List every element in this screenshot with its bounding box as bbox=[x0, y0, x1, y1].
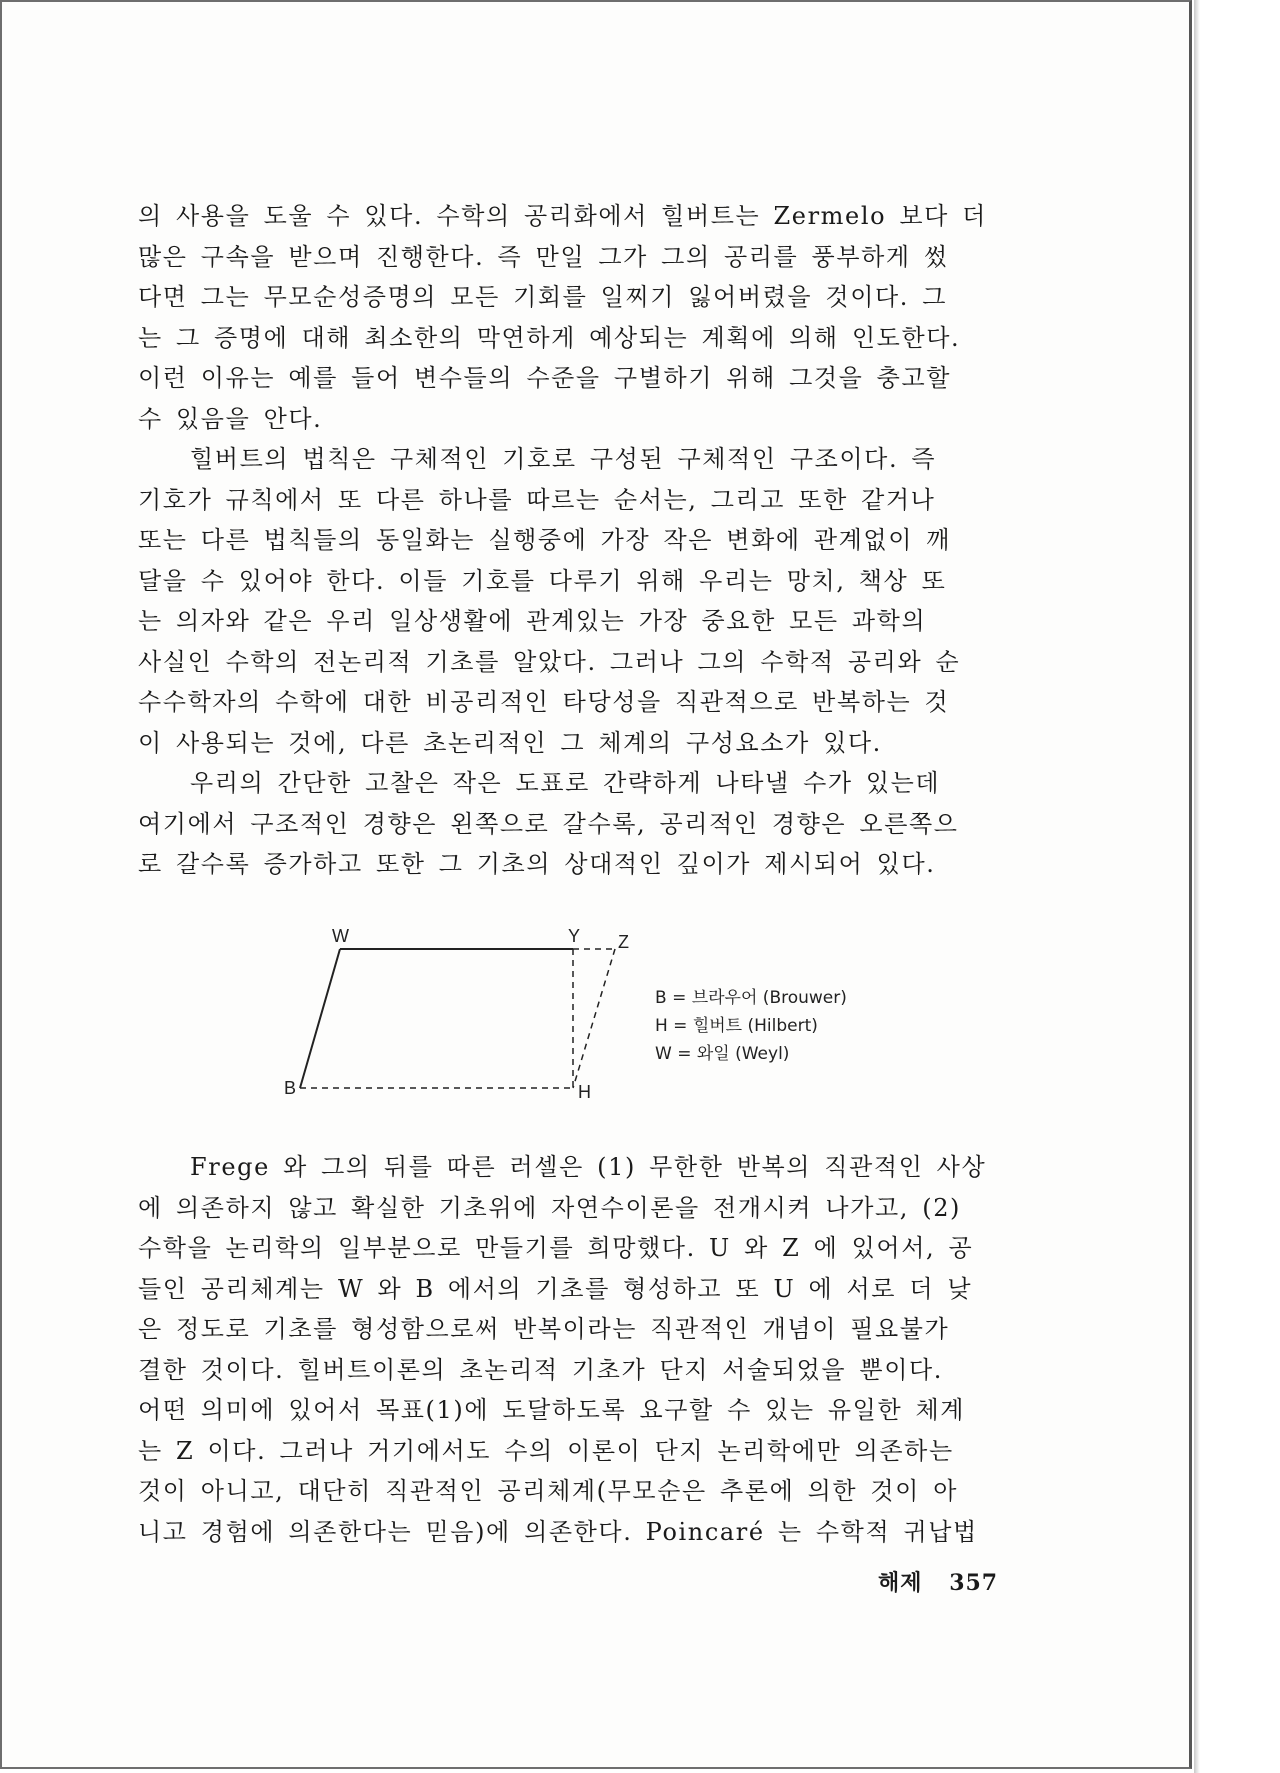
legend-item-brouwer: B = 브라우어 (Brouwer) bbox=[655, 988, 847, 1008]
paragraph-3 bbox=[138, 763, 1014, 885]
text-line: 기호가 규칙에서 또 다른 하나를 따르는 순서는, 그리고 또한 같거나 bbox=[138, 485, 936, 514]
text-line: 이런 이유는 예를 들어 변수들의 수준을 구별하기 위해 그것을 충고할 bbox=[138, 364, 952, 392]
text-line: 는 그 증명에 대해 최소한의 막연하게 예상되는 계획에 의해 인도한다. bbox=[138, 323, 961, 352]
text-line: 달을 수 있어야 한다. 이들 기호를 다루기 위해 우리는 망치, 책상 또 bbox=[138, 566, 947, 595]
legend-item-weyl: W = 와일 (Weyl) bbox=[655, 1044, 790, 1064]
label-z: Z bbox=[618, 932, 629, 952]
text-line: 들인 공리체계는 W 와 B 에서의 기초를 형성하고 또 U 에 서로 더 낮 bbox=[138, 1274, 973, 1303]
label-h: H bbox=[578, 1082, 591, 1102]
label-y: Y bbox=[568, 926, 581, 946]
text-line: 는 Z 이다. 그러나 거기에서도 수의 이론이 단지 논리학에만 의존하는 bbox=[138, 1436, 954, 1465]
page-number: 357 bbox=[949, 1570, 999, 1596]
text-line: 우리의 간단한 고찰은 작은 도표로 간략하게 나타낼 수가 있는데 bbox=[190, 769, 941, 797]
text-line: 에 의존하지 않고 확실한 기초위에 자연수이론을 전개시켜 나가고, (2) bbox=[138, 1193, 962, 1222]
diagram-figure bbox=[270, 916, 650, 1106]
text-line: 이 사용되는 것에, 다른 초논리적인 그 체계의 구성요소가 있다. bbox=[138, 728, 882, 757]
text-line: 수수학자의 수학에 대한 비공리적인 타당성을 직관적으로 반복하는 것 bbox=[138, 688, 950, 716]
text-line: 수학을 논리학의 일부분으로 만들기를 희망했다. U 와 Z 에 있어서, 공 bbox=[138, 1234, 974, 1262]
diagram-legend bbox=[655, 984, 847, 1068]
slanted-dashed-edge bbox=[573, 949, 615, 1088]
page-edge-shadow bbox=[1194, 0, 1200, 1773]
text-line: 또는 다른 법칙들의 동일화는 실행중에 가장 작은 변화에 관계없이 깨 bbox=[138, 526, 952, 554]
text-line: 여기에서 구조적인 경향은 왼쪽으로 갈수록, 공리적인 경향은 오른쪽으 bbox=[138, 809, 959, 838]
section-title: 해제 bbox=[878, 1570, 923, 1596]
paragraph-2 bbox=[138, 439, 1014, 763]
text-line: 수 있음을 안다. bbox=[138, 404, 323, 433]
text-line: 어떤 의미에 있어서 목표(1)에 도달하도록 요구할 수 있는 유일한 체계 bbox=[138, 1396, 966, 1424]
text-line: 많은 구속을 받으며 진행한다. 즉 만일 그가 그의 공리를 풍부하게 썼 bbox=[138, 242, 949, 271]
text-line: 다면 그는 무모순성증명의 모든 기회를 일찌기 잃어버렸을 것이다. 그 bbox=[138, 283, 948, 311]
page-footer bbox=[878, 1566, 998, 1597]
legend-item-hilbert: H = 힐버트 (Hilbert) bbox=[655, 1016, 818, 1036]
paragraph-4 bbox=[138, 1147, 1014, 1552]
text-line: 니고 경험에 의존한다는 믿음)에 의존한다. Poincaré 는 수학적 귀납법 bbox=[138, 1517, 978, 1546]
text-line: 의 사용을 도울 수 있다. 수학의 공리화에서 힐버트는 Zermelo 보다 더 bbox=[138, 202, 987, 230]
foundations-diagram bbox=[270, 916, 890, 1106]
text-line: 은 정도로 기초를 형성함으로써 반복이라는 직관적인 개념이 필요불가 bbox=[138, 1315, 950, 1343]
text-line: 결한 것이다. 힐버트이론의 초논리적 기초가 단지 서술되었을 뿐이다. bbox=[138, 1355, 944, 1384]
paragraph-1 bbox=[138, 196, 1014, 439]
text-line: 힐버트의 법칙은 구체적인 기호로 구성된 구체적인 구조이다. 즉 bbox=[190, 445, 937, 473]
text-line: 는 의자와 같은 우리 일상생활에 관계있는 가장 중요한 모든 과학의 bbox=[138, 607, 927, 635]
text-line: 로 갈수록 증가하고 또한 그 기초의 상대적인 깊이가 제시되어 있다. bbox=[138, 850, 936, 878]
left-edge bbox=[300, 949, 340, 1088]
text-line: 사실인 수학의 전논리적 기초를 알았다. 그러나 그의 수학적 공리와 순 bbox=[138, 647, 961, 676]
label-w: W bbox=[332, 926, 349, 946]
text-line: Frege 와 그의 뒤를 따른 러셀은 (1) 무한한 반복의 직관적인 사상 bbox=[190, 1153, 987, 1181]
label-b: B bbox=[284, 1078, 297, 1098]
text-line: 것이 아니고, 대단히 직관적인 공리체계(무모순은 추론에 의한 것이 아 bbox=[138, 1477, 958, 1505]
